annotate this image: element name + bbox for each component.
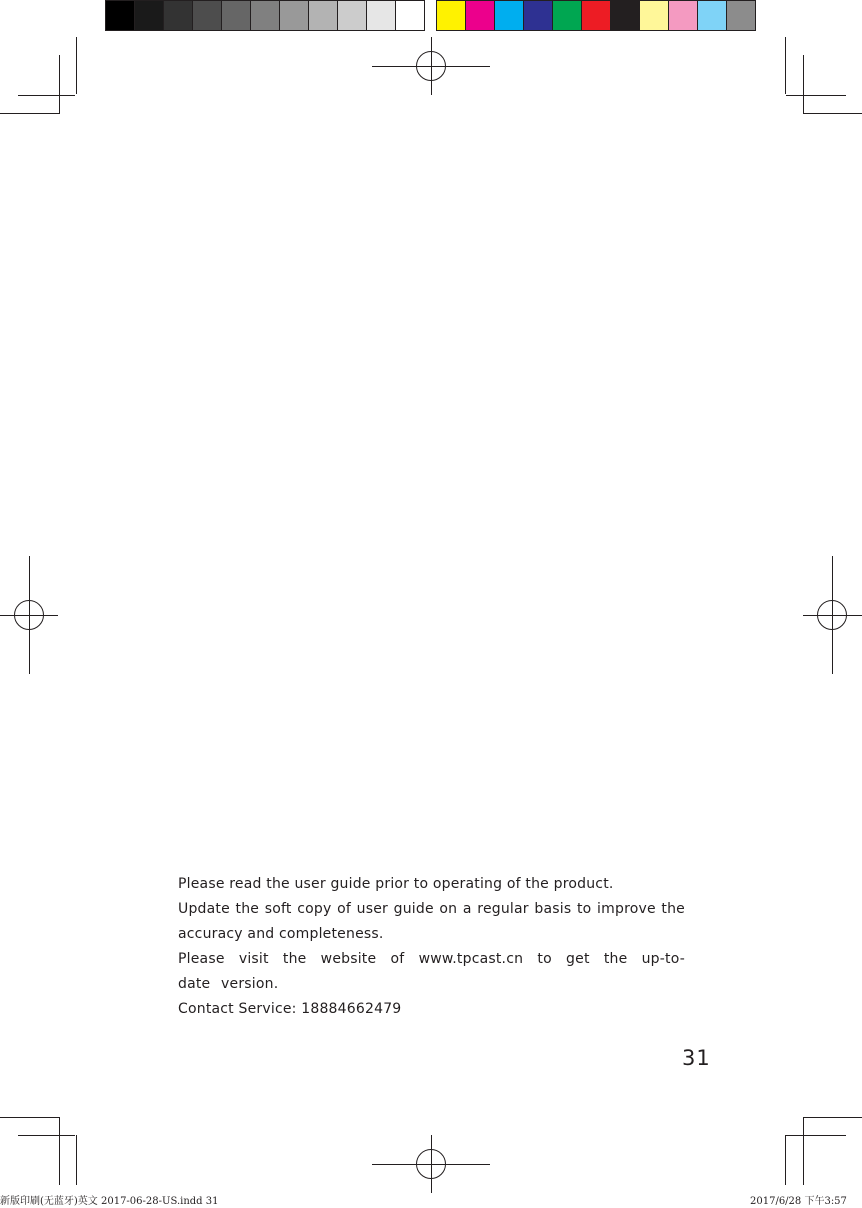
notice-paragraph-update: Update the soft copy of user guide on a regular basis to improve the accuracy and completeness.: [178, 901, 685, 942]
color-swatch: [523, 0, 553, 31]
notice-text: [178, 872, 685, 1022]
notice-line: Please read the user guide prior to operating of the product.: [178, 876, 614, 892]
color-swatch: [337, 0, 367, 31]
color-swatch: [668, 0, 698, 31]
color-swatch: [134, 0, 164, 31]
slug-right: 2017/6/28 下午3:57: [750, 1196, 847, 1207]
crop-mark: [0, 1117, 60, 1118]
crop-mark: [786, 95, 846, 96]
crop-mark: [76, 37, 77, 94]
process-color-bar: [436, 0, 756, 31]
registration-mark-circle: [416, 51, 446, 81]
color-swatch: [465, 0, 495, 31]
notice-paragraph-website: Please visit the website of www.tpcast.cn to get the up-to-date version.: [178, 951, 685, 992]
color-swatch: [395, 0, 425, 31]
crop-mark: [803, 1117, 804, 1185]
color-swatch: [250, 0, 280, 31]
crop-mark: [0, 113, 60, 114]
contact-service: Contact Service: 18884662479: [178, 1001, 402, 1017]
color-swatch: [192, 0, 222, 31]
crop-mark: [785, 1135, 786, 1185]
color-swatch: [610, 0, 640, 31]
crop-mark: [785, 37, 786, 94]
crop-mark: [76, 1135, 77, 1185]
page-number: 31: [682, 1046, 711, 1070]
slug-left: 新版印刷(无蓝牙)英文 2017-06-28-US.indd 31: [0, 1196, 219, 1207]
registration-mark-circle: [14, 600, 44, 630]
crop-mark: [59, 1117, 60, 1185]
color-swatch: [581, 0, 611, 31]
color-swatch: [494, 0, 524, 31]
registration-mark-circle: [817, 600, 847, 630]
crop-mark: [786, 1135, 846, 1136]
crop-mark: [18, 1135, 75, 1136]
crop-mark: [803, 113, 862, 114]
crop-mark: [59, 55, 60, 113]
color-swatch: [436, 0, 466, 31]
grayscale-color-bar: [105, 0, 425, 31]
color-swatch: [308, 0, 338, 31]
registration-mark-circle: [416, 1149, 446, 1179]
crop-mark: [803, 1117, 862, 1118]
color-swatch: [697, 0, 727, 31]
color-swatch: [221, 0, 251, 31]
color-swatch: [105, 0, 135, 31]
color-swatch: [279, 0, 309, 31]
color-swatch: [552, 0, 582, 31]
color-swatch: [726, 0, 756, 31]
crop-mark: [18, 95, 75, 96]
color-swatch: [163, 0, 193, 31]
crop-mark: [803, 55, 804, 113]
color-swatch: [366, 0, 396, 31]
color-swatch: [639, 0, 669, 31]
